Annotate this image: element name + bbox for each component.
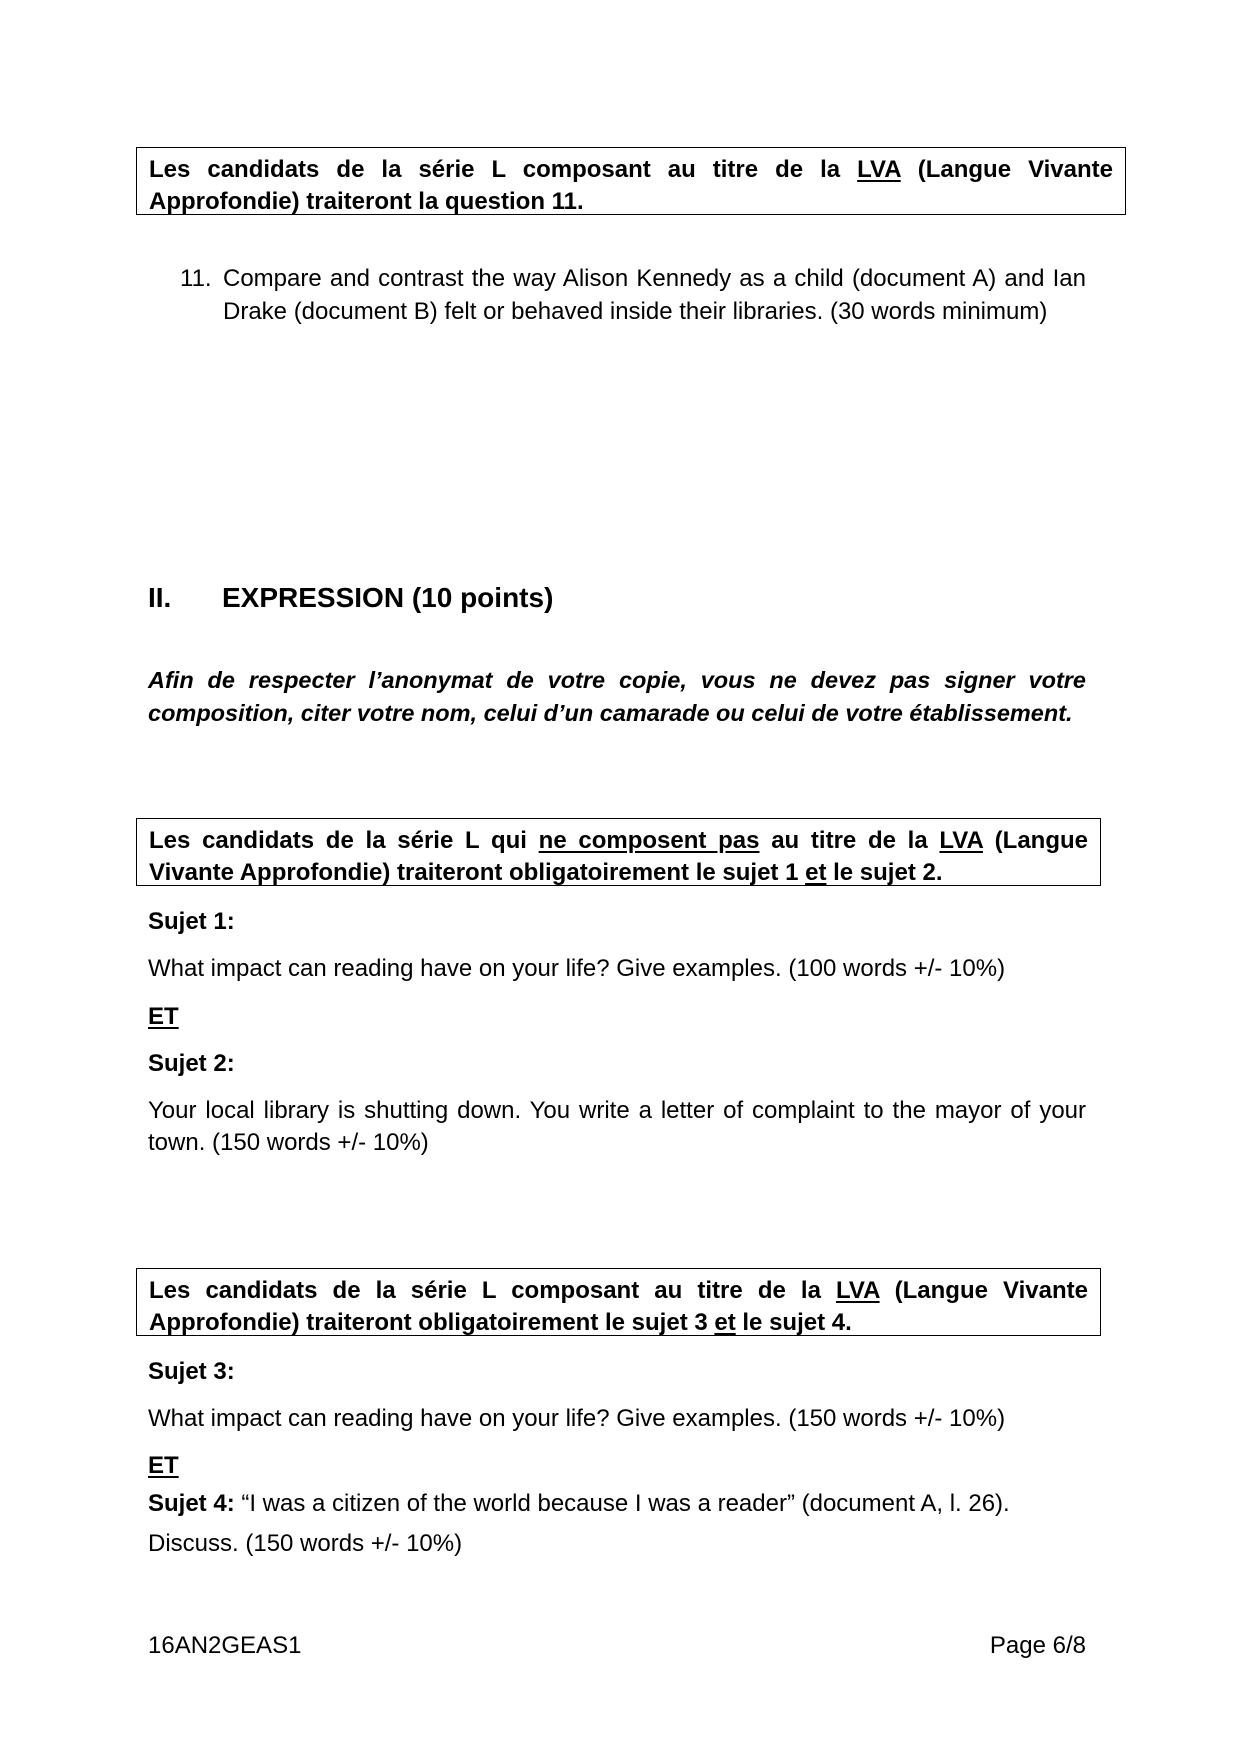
footer-page-number: Page 6/8 — [989, 1632, 1086, 1659]
anonymity-notice: Afin de respecter l’anonymat de votre copie, vous ne devez pas signer votre composition, citer votre nom, celui d’un camarade ou celui de votre établissement. — [148, 667, 1086, 726]
lva-abbrev: LVA — [857, 156, 901, 183]
lva-instruction-box-sujets-3-4: Les candidats de la série L composant au titre de la LVA (Langue Vivante Approfondie) traiteront obligatoirement le sujet 3 et le sujet 4. — [136, 1268, 1101, 1336]
et-label-2: ET — [148, 1452, 179, 1479]
sujet-1-label: Sujet 1: — [148, 908, 235, 935]
sujet-4-text-line2: Discuss. (150 words +/- 10%) — [148, 1530, 463, 1557]
sujet-2-text: Your local library is shutting down. You write a letter of complaint to the mayor of your town. (150 words +/- 10%) — [148, 1097, 1086, 1156]
question-11-text: Compare and contrast the way Alison Kennedy as a child (document A) and Ian Drake (document B) felt or behaved inside their libraries. (30 words minimum) — [223, 265, 1086, 325]
non-lva-instruction-box: Les candidats de la série L qui ne composent pas au titre de la LVA (Langue Vivante Approfondie) traiteront obligatoirement le sujet 1 et le sujet 2. — [136, 818, 1101, 886]
section-numeral: II. — [148, 582, 172, 613]
lva-instruction-box-q11: Les candidats de la série L composant au titre de la LVA (Langue Vivante Approfondie) traiteront la question 11. — [136, 147, 1126, 215]
sujet-4 — [148, 1488, 1086, 1520]
sujet-3-text: What impact can reading have on your life? Give examples. (150 words +/- 10%) — [148, 1405, 1006, 1432]
question-11-number: 11. — [180, 265, 212, 292]
sujet-4-text: “I was a citizen of the world because I was a reader” (document A, l. 26). — [234, 1490, 1010, 1517]
sujet-3-label: Sujet 3: — [148, 1358, 235, 1385]
footer-document-code: 16AN2GEAS1 — [148, 1632, 302, 1659]
sujet-2-label: Sujet 2: — [148, 1050, 235, 1077]
sujet-4-label: Sujet 4: — [148, 1490, 235, 1517]
section-title: EXPRESSION (10 points) — [222, 582, 554, 613]
sujet-1-text: What impact can reading have on your life? Give examples. (100 words +/- 10%) — [148, 955, 1006, 982]
et-label-1: ET — [148, 1003, 179, 1030]
